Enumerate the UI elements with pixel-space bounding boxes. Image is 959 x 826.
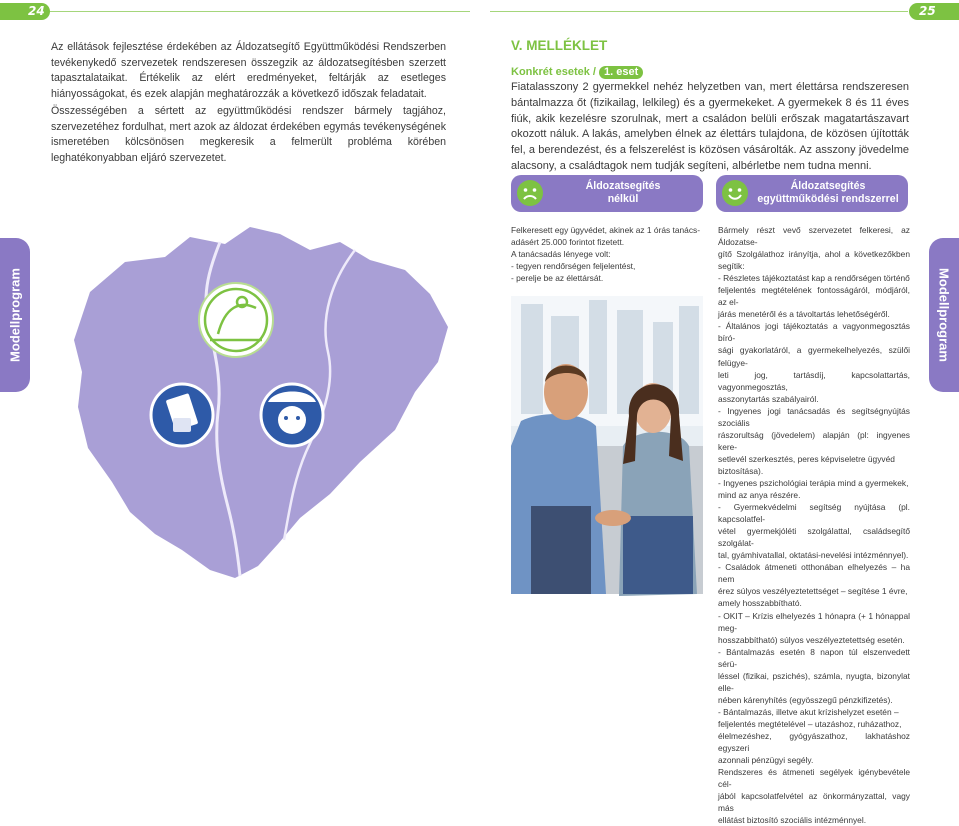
pill-without-support (511, 175, 703, 212)
with-line: - Bántalmazás, illetve akut krízishelyzet esetén – (718, 706, 899, 717)
pill-with-support (716, 175, 908, 212)
with-support-text (718, 224, 910, 826)
with-line: ellátást biztosító szociális intézménnyel. (718, 815, 867, 826)
with-line: feljelentés megtételével – utazáshoz, ruházathoz, (718, 718, 902, 729)
map-shape (74, 227, 448, 578)
without-line: - tegyen rendőrségen feljelentést, (511, 261, 636, 272)
left-paragraph-1: Az ellátások fejlesztése érdekében az Áldozatsegítő Együttműködési Rendszerben tevékenykedő szervezetek rendszeresen összegzik az áldozatsegítésben szerzett tapasztalataikat. Értékelik az elért eredményeket, feltárják az esetleges hiányosságokat, és ezek alapján meghatározzák a következő időszak feladatait. (51, 41, 446, 100)
document-hand-icon (151, 384, 213, 446)
with-line: - Gyermekvédelmi segítség nyújtása (pl. kapcsolatfel- (718, 502, 910, 525)
case-heading (511, 66, 643, 79)
with-line: érez súlyos veszélyeztetettséget – segítése 1 évre, (718, 586, 908, 597)
with-line: sági gyakorlatáról, a gyermekelhelyezés, szülői felügye- (718, 345, 910, 368)
case-label: Konkrét esetek / (511, 66, 600, 78)
with-line: léssel (fizikai, pszichés), számla, nyugta, bizonylat elle- (718, 670, 910, 693)
top-rule-left (50, 11, 470, 12)
pill-without-line2: nélkül (607, 193, 639, 205)
massage-therapy-icon (199, 283, 273, 357)
with-line: leti jog, tartásdíj, kapcsolattartás, vagyonmegosztás, (718, 369, 910, 392)
left-paragraph-2: Összességében a sértett az együttműködési rendszer bármely tagjához, szervezetéhez fordulhat, mert azok az áldozat érdekében egymás tevékenységének ismeretében kölcsönösen megkeresik a felmerült probléma körében leghatékonyabban eljáró szervezetet. (51, 105, 446, 164)
with-line: Rendszeres és átmeneti segélyek igénybevétele cél- (718, 767, 910, 790)
smile-face-icon (721, 179, 749, 207)
top-rule-right (490, 11, 908, 12)
side-tab-right-label: Modellprogram (936, 268, 952, 362)
with-line: Bármely részt vevő szervezetet felkeresi, az Áldozatse- (718, 225, 910, 248)
with-line: amely hosszabbítható. (718, 598, 802, 609)
with-line: - Ingyenes jogi tanácsadás és segítségnyújtás szociális (718, 405, 910, 428)
with-line: biztosítása). (718, 465, 764, 476)
without-line: Felkeresett egy ügyvédet, akinek az 1 órás tanács- (511, 225, 701, 235)
without-line: A tanácsadás lényege volt: (511, 249, 611, 260)
page-number-right: 25 (909, 3, 959, 20)
hungary-map (70, 222, 452, 590)
with-line: nében kárenyhítés (egyösszegű pénzkifizetés). (718, 694, 893, 705)
holding-hands (595, 510, 631, 526)
with-line: gítő Szolgálathoz irányítja, ahol a következőkben segítik: (718, 249, 910, 272)
with-line: vétel gyermekjóléti szolgálattal, családsegítő szolgálat- (718, 526, 910, 549)
case-description: Fiatalasszony 2 gyermekkel nehéz helyzetben van, mert élettársa rendszeresen bántalmazza őt (fizikailag, lelkileg) és a gyermekeket. A gyermekek 8 és 11 éves fiúk, akik kezelésre szorulnak, mert a családon belüli erőszak magatartászavart okozott náluk. A lakás, amelyben élnek az élettárs tulajdona, de közösen újították fel, a berendezést, és a felszerelést is közösen vásárolták. Az asszony jövedelme alacsony, a családtagok nem tudják segíteni, albérletbe nem tudna menni. (511, 81, 909, 172)
with-line: setlevél szerkesztés, peres képviseletre ügyvéd (718, 453, 895, 464)
without-line: adásért 25.000 forintot fizetett. (511, 237, 625, 248)
with-line: járás menetéről és a távoltartás lehetőségéről. (718, 309, 890, 320)
pill-with-line2: együttműködési rendszerrel (757, 193, 899, 205)
side-tab-left (0, 238, 30, 392)
with-line: feljelentés megtételének fontosságáról, módjáról, az el- (718, 285, 910, 308)
with-line: - Részletes tájékoztatást kap a rendőrségen történő (718, 273, 910, 284)
without-line: - perelje be az élettársát. (511, 273, 604, 284)
with-line: - Családok átmeneti otthonában elhelyezés – ha nem (718, 562, 910, 585)
with-line: tal, gyámhivatallal, oktatási-nevelési intézménnyel). (718, 550, 909, 561)
pill-with-line1: Áldozatsegítés (790, 180, 866, 192)
annex-title: V. MELLÉKLET (511, 38, 608, 53)
with-line: azonnali pénzügyi segély. (718, 755, 814, 766)
police-officer-icon (261, 384, 323, 446)
with-line: rászorultság (jövedelem) alapján (pl: ingyenes kere- (718, 429, 910, 452)
pill-without-line1: Áldozatsegítés (585, 180, 661, 192)
with-line: mind az anya részére. (718, 490, 801, 501)
with-line: - Bántalmazás esetén 8 napon túl elszenvedett sérü- (718, 646, 910, 669)
couple-photo (511, 296, 703, 594)
with-line: - Ingyenes pszichológiai terápia mind a gyermekek, (718, 477, 909, 488)
pill-without-text (549, 180, 697, 206)
case-number-badge: 1. eset (599, 66, 643, 79)
sad-face-icon (516, 179, 544, 207)
with-line: - OKIT – Krízis elhelyezés 1 hónapra (+ 1 hónappal meg- (718, 610, 910, 633)
with-line: élelmezéshez, gyógyászathoz, lakhatáshoz egyszeri (718, 730, 910, 754)
side-tab-right (929, 238, 959, 392)
with-line: - Általános jogi tájékoztatás a vagyonmegosztás bíró- (718, 321, 910, 344)
without-support-text (511, 224, 705, 284)
side-tab-left-label: Modellprogram (7, 268, 23, 362)
pill-with-text (754, 180, 902, 206)
with-line: hosszabbítható) súlyos veszélyeztetettség esetén. (718, 634, 905, 645)
with-line: jából kapcsolatfelvétel az önkormányzattal, vagy más (718, 791, 910, 814)
page-number-left: 24 (0, 3, 50, 20)
with-line: asszonytartás szabályairól. (718, 393, 819, 404)
